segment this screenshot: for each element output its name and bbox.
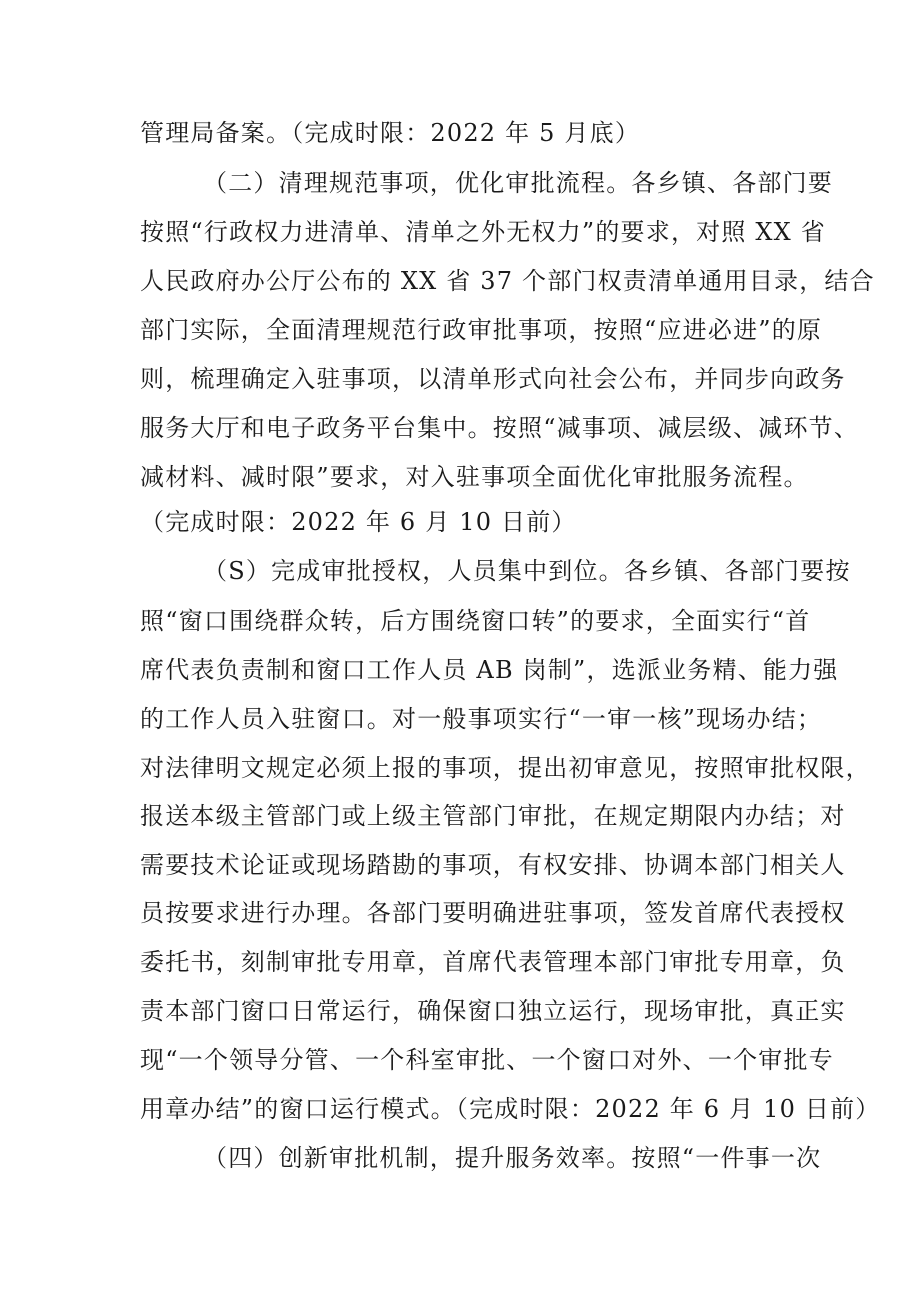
text-line: 部门实际，全面清理规范行政审批事项，按照“应进必进”的原 (140, 316, 823, 344)
text-line: （完成时限：2022 年 6 月 10 日前） (140, 508, 577, 536)
text-line: 席代表负责制和窗口工作人员 AB 岗制”，选派业务精、能力强 (140, 656, 839, 684)
text-line: 人民政府办公厅公布的 XX 省 37 个部门权责清单通用目录，结合 (140, 267, 875, 295)
text-line: 的工作人员入驻窗口。对一般事项实行“一审一核”现场办结； (140, 705, 823, 733)
text-line: 用章办结”的窗口运行模式。（完成时限：2022 年 6 月 10 日前） (140, 1095, 881, 1123)
text-line: 报送本级主管部门或上级主管部门审批，在规定期限内办结；对 (140, 802, 846, 830)
text-line: 则，梳理确定入驻事项，以清单形式向社会公布，并同步向政务 (140, 365, 846, 393)
text-line: 按照“行政权力进清单、清单之外无权力”的要求，对照 XX 省 (140, 218, 826, 246)
text-line: 服务大厅和电子政务平台集中。按照“减事项、减层级、减环节、 (140, 414, 860, 442)
text-line: 需要技术论证或现场踏勘的事项，有权安排、协调本部门相关人 (140, 851, 846, 879)
text-line: （S）完成审批授权，人员集中到位。各乡镇、各部门要按 (203, 557, 851, 585)
text-line: 对法律明文规定必须上报的事项，提出初审意见，按照审批权限， (140, 754, 871, 782)
text-line: 现“一个领导分管、一个科室审批、一个窗口对外、一个审批专 (140, 1046, 834, 1074)
text-line: 管理局备案。（完成时限：2022 年 5 月底） (140, 119, 641, 147)
text-line: （四）创新审批机制，提升服务效率。按照“一件事一次 (203, 1144, 822, 1172)
text-line: 责本部门窗口日常运行，确保窗口独立运行，现场审批，真正实 (140, 997, 846, 1025)
text-line: 照“窗口围绕群众转，后方围绕窗口转”的要求，全面实行“首 (140, 607, 811, 635)
text-line: 委托书，刻制审批专用章，首席代表管理本部门审批专用章，负 (140, 948, 846, 976)
text-line: （二）清理规范事项，优化审批流程。各乡镇、各部门要 (203, 169, 833, 197)
text-line: 员按要求进行办理。各部门要明确进驻事项，签发首席代表授权 (140, 899, 846, 927)
text-line: 减材料、减时限”要求，对入驻事项全面优化审批服务流程。 (140, 463, 809, 491)
